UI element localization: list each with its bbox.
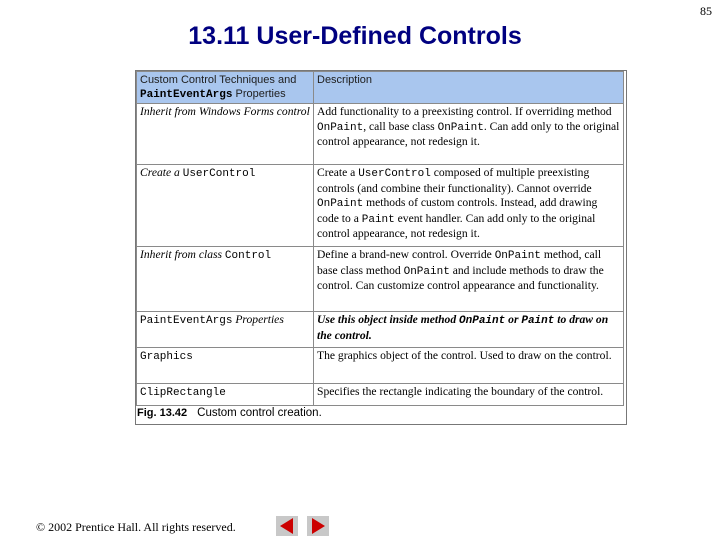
property-cell: Graphics	[137, 348, 314, 384]
description-cell: Use this object inside method OnPaint or Paint to draw on the control.	[314, 312, 624, 348]
copyright-footer: © 2002 Prentice Hall. All rights reserved.	[36, 520, 236, 534]
triangle-right-icon	[307, 516, 329, 536]
description-cell: Create a UserControl composed of multiple preexisting controls (and combine their functionality). Cannot override OnPaint methods of custom controls. Instead, add drawing code to a Paint event handler. Can add only to the original control appearance, not redesign it.	[314, 165, 624, 247]
property-cell: PaintEventArgs Properties	[137, 312, 314, 348]
technique-cell: Inherit from Windows Forms control	[137, 104, 314, 165]
header-cell-techniques: Custom Control Techniques and PaintEventArgs Properties	[137, 72, 314, 104]
table-row	[137, 165, 624, 247]
description-cell: Add functionality to a preexisting control. If overriding method OnPaint, call base class OnPaint. Can add only to the original control appearance, not redesign it.	[314, 104, 624, 165]
table-header-row	[137, 72, 624, 104]
table-row	[137, 312, 624, 348]
prev-slide-button[interactable]	[276, 516, 298, 536]
description-cell: Define a brand-new control. Override OnPaint method, call base class method OnPaint and include methods to draw the control. Can customize control appearance and functionality.	[314, 247, 624, 312]
slide-title: 13.11 User-Defined Controls	[188, 22, 522, 50]
next-slide-button[interactable]	[307, 516, 329, 536]
description-cell: Specifies the rectangle indicating the boundary of the control.	[314, 384, 624, 406]
technique-cell: Create a UserControl	[137, 165, 314, 247]
figure-caption: Fig. 13.42 Custom control creation.	[137, 407, 322, 419]
description-cell: The graphics object of the control. Used to draw on the control.	[314, 348, 624, 384]
table-row	[137, 348, 624, 384]
table-row	[137, 247, 624, 312]
table-row	[137, 384, 624, 406]
table-row	[137, 104, 624, 165]
technique-cell: Inherit from class Control	[137, 247, 314, 312]
header-cell-description: Description	[314, 72, 624, 104]
page-number: 85	[700, 4, 712, 18]
techniques-table	[136, 71, 624, 406]
property-cell: ClipRectangle	[137, 384, 314, 406]
triangle-left-icon	[276, 516, 298, 536]
